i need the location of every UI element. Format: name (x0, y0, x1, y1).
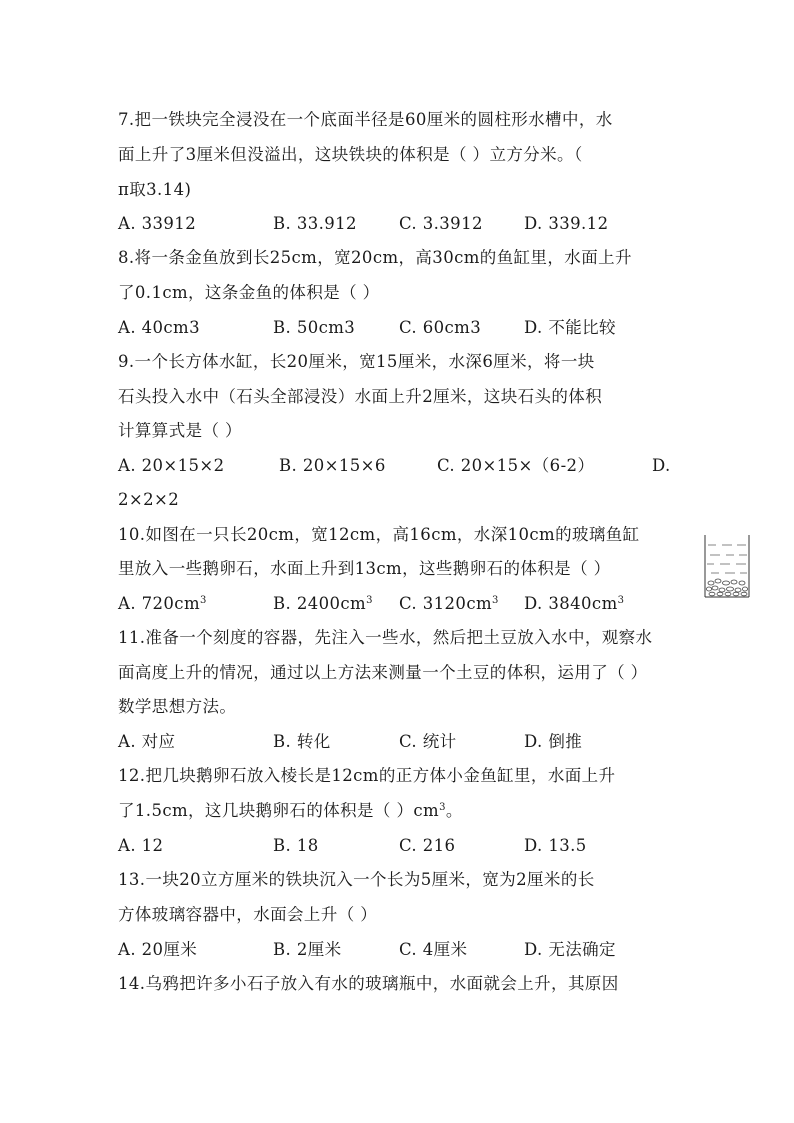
q13-line-1: 13.一块20立方厘米的铁块沉入一个长为5厘米，宽为2厘米的长 (118, 870, 595, 889)
q10-option-c-text: C. 3120cm (399, 594, 493, 613)
q10-option-b-text: B. 2400cm (273, 594, 367, 613)
q10-option-d-text: D. 3840cm (524, 594, 618, 613)
fish-tank-figure (704, 533, 750, 599)
q12-line-1: 12.把几块鹅卵石放入棱长是12cm的正方体小金鱼缸里，水面上升 (118, 766, 616, 785)
q13-option-b: B. 2厘米 (273, 940, 342, 959)
q10-line-2: 里放入一些鹅卵石，水面上升到13cm，这些鹅卵石的体积是（ ） (118, 559, 611, 578)
q7-line-1: 7.把一铁块完全浸没在一个底面半径是60厘米的圆柱形水槽中，水 (118, 110, 613, 129)
q14-line-1: 14.乌鸦把许多小石子放入有水的玻璃瓶中，水面就会上升，其原因 (118, 974, 619, 993)
q12-option-b: B. 18 (273, 836, 319, 855)
q12-option-c: C. 216 (399, 836, 456, 855)
q12-option-d: D. 13.5 (524, 836, 587, 855)
pebbles (707, 579, 748, 596)
q12-line-2 (118, 801, 463, 821)
q9-option-c: C. 20×15×（6-2） (437, 456, 595, 475)
q9-option-d-value: 2×2×2 (118, 490, 180, 509)
q11-option-a: A. 对应 (118, 732, 176, 751)
water-lines (707, 545, 747, 573)
q10-option-a (118, 594, 207, 614)
q13-option-a: A. 20厘米 (118, 940, 198, 959)
q8-line-1: 8.将一条金鱼放到长25cm，宽20cm，高30cm的鱼缸里，水面上升 (118, 248, 632, 267)
q12-line-2-end: 。 (445, 801, 463, 820)
q7-option-c: C. 3.3912 (399, 214, 483, 233)
q7-line-2: 面上升了3厘米但没溢出，这块铁块的体积是（ ）立方分米。（ (118, 145, 583, 164)
q8-option-c: C. 60cm3 (399, 318, 482, 337)
q13-line-2: 方体玻璃容器中，水面会上升（ ） (118, 905, 378, 924)
q9-option-d: D. (652, 456, 671, 475)
q10-option-a-text: A. 720cm (118, 594, 200, 613)
q7-option-a: A. 33912 (118, 214, 197, 233)
q10-option-d-exponent: 3 (617, 595, 625, 606)
q7-line-3: π取3.14) (118, 180, 192, 199)
q10-option-c-exponent: 3 (492, 595, 499, 606)
q13-option-c: C. 4厘米 (399, 940, 468, 959)
q11-option-d: D. 倒推 (524, 732, 583, 751)
q12-line-2-exponent: 3 (439, 802, 446, 813)
q10-option-d (524, 594, 624, 614)
q11-line-2: 面高度上升的情况，通过以上方法来测量一个土豆的体积，运用了（ ） (118, 663, 648, 682)
q8-option-d: D. 不能比较 (524, 318, 616, 337)
q9-line-2: 石头投入水中（石头全部浸没）水面上升2厘米，这块石头的体积 (118, 387, 603, 406)
q13-option-d: D. 无法确定 (524, 940, 616, 959)
q10-option-b (273, 594, 373, 614)
q10-option-a-exponent: 3 (200, 595, 207, 606)
q11-line-3: 数学思想方法。 (118, 697, 237, 716)
q11-option-c: C. 统计 (399, 732, 457, 751)
q12-option-a: A. 12 (118, 836, 164, 855)
q7-option-d: D. 339.12 (524, 214, 609, 233)
q10-option-c (399, 594, 499, 614)
q11-option-b: B. 转化 (273, 732, 331, 751)
q10-option-b-exponent: 3 (366, 595, 373, 606)
q10-line-1: 10.如图在一只长20cm，宽12cm，高16cm，水深10cm的玻璃鱼缸 (118, 525, 640, 544)
q8-option-a: A. 40cm3 (118, 318, 200, 337)
q11-line-1: 11.准备一个刻度的容器，先注入一些水，然后把土豆放入水中，观察水 (118, 628, 653, 647)
q9-option-a: A. 20×15×2 (118, 456, 225, 475)
q12-line-2-text: 了1.5cm，这几块鹅卵石的体积是（ ）cm (118, 801, 440, 820)
q8-option-b: B. 50cm3 (273, 318, 356, 337)
q7-option-b: B. 33.912 (273, 214, 357, 233)
q9-line-1: 9.一个长方体水缸，长20厘米，宽15厘米，水深6厘米，将一块 (118, 352, 595, 371)
q8-line-2: 了0.1cm，这条金鱼的体积是（ ） (118, 283, 380, 302)
q9-line-3: 计算算式是（ ） (118, 421, 242, 440)
q9-option-b: B. 20×15×6 (279, 456, 386, 475)
